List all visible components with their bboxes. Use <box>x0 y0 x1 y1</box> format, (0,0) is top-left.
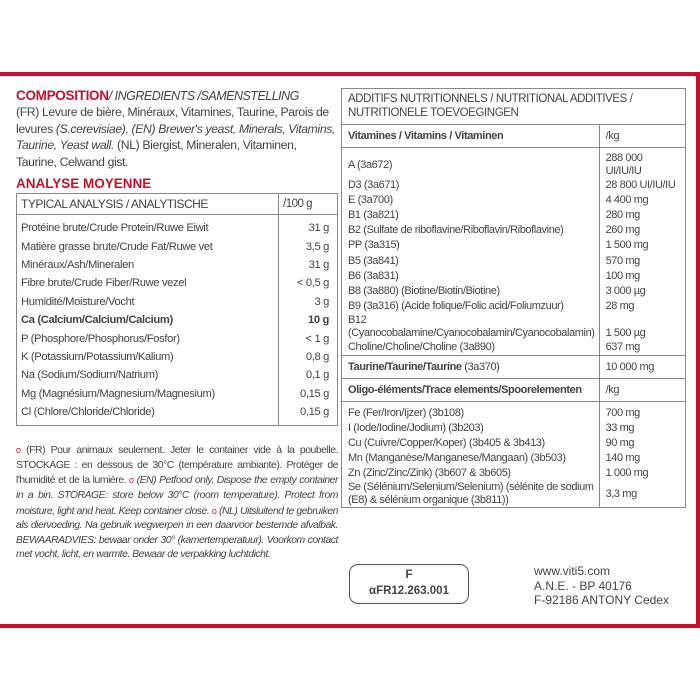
vitamin-row-label: D3 (3a671) <box>348 179 400 192</box>
vitamin-row <box>342 193 685 208</box>
vitamin-row-value: 100 mg <box>599 269 685 284</box>
analysis-label: Matière grasse brute/Crude Fat/Ruwe vet <box>17 237 279 255</box>
trace-row-label: Se (Sélénium/Selenium/Selenium) (sélénite de sodium (E8) & sélénium organique (3b811)) <box>348 481 594 507</box>
analysis-row <box>17 215 338 238</box>
vitamin-row-value: 280 mg <box>599 208 685 223</box>
trace-row-label: Zn (Zinc/Zinc/Zink) (3b607 & 3b605) <box>348 467 511 480</box>
vitamin-row-value: 637 mg <box>599 340 685 356</box>
analysis-value: 31 g <box>279 215 338 238</box>
analysis-value: 0,15 g <box>279 403 338 426</box>
trace-row-value: 1 000 mg <box>599 466 685 481</box>
trace-row <box>342 451 685 466</box>
vitamins-header-unit: /kg <box>599 125 685 148</box>
vitamin-row <box>342 269 685 284</box>
vitamin-row <box>342 284 685 299</box>
analysis-title: ANALYSE MOYENNE <box>16 176 152 191</box>
analysis-value: 31 g <box>279 256 338 274</box>
analysis-label: Protéine brute/Crude Protein/Ruwe Eiwit <box>17 215 279 238</box>
taurine-value: 10 000 mg <box>599 355 685 378</box>
vitamin-row-label: PP (3a315) <box>348 239 400 252</box>
additives-table <box>342 124 685 507</box>
trace-row-value: 700 mg <box>599 401 685 421</box>
analysis-value: 3 g <box>279 293 338 311</box>
trace-row <box>342 401 685 421</box>
trace-row-value: 3,3 mg <box>599 481 685 507</box>
vitamin-row <box>342 253 685 268</box>
analysis-header: TYPICAL ANALYSIS / ANALYTISCHE <box>17 194 279 215</box>
analysis-label: Ca (Calcium/Calcium/Calcium) <box>17 311 279 329</box>
vitamin-row <box>342 238 685 253</box>
left-column <box>16 88 338 563</box>
additives-body <box>342 125 685 508</box>
analysis-label: Minéraux/Ash/Mineralen <box>17 256 279 274</box>
vitamin-row-label: B9 (3a316) (Acide folique/Folic acid/Foliumzuur) <box>348 299 564 312</box>
vitamin-row <box>342 223 685 238</box>
trace-row <box>342 481 685 507</box>
trace-row <box>342 466 685 481</box>
vitamin-row-label: Choline/Choline/Choline (3a890) <box>348 340 495 353</box>
analysis-row <box>17 403 338 426</box>
analysis-row <box>17 311 338 329</box>
vitamins-header-label: Vitamines / Vitamins / Vitaminen <box>342 125 599 148</box>
vitamin-row-value: 28 mg <box>599 299 685 314</box>
analysis-row <box>17 256 338 274</box>
vitamin-row-value: 260 mg <box>599 223 685 238</box>
analysis-label: Fibre brute/Crude Fiber/Ruwe vezel <box>17 274 279 292</box>
analysis-row <box>17 366 338 384</box>
footer-block <box>341 564 686 612</box>
analysis-value: 10 g <box>279 311 338 329</box>
vitamin-row <box>342 148 685 179</box>
analysis-value: < 1 g <box>279 329 338 347</box>
additives-box <box>341 88 686 508</box>
vitamin-row <box>342 208 685 223</box>
vitamin-row <box>342 299 685 314</box>
vitamin-row <box>342 314 685 340</box>
vitamin-row-value: 3 000 µg <box>599 284 685 299</box>
vitamin-row-label: E (3a700) <box>348 194 393 207</box>
trace-row-value: 33 mg <box>599 421 685 436</box>
vitamin-row-label: B12 (Cyanocobalamine/Cyanocobalamin/Cyanocobalamin) <box>348 313 595 339</box>
analysis-body <box>17 215 338 426</box>
trace-row-value: 140 mg <box>599 451 685 466</box>
trace-row-label: Mn (Manganèse/Manganese/Mangaan) (3b503) <box>348 452 566 465</box>
analysis-value: < 0,5 g <box>279 274 338 292</box>
analysis-row <box>17 329 338 347</box>
analysis-unit: /100 g <box>279 194 338 215</box>
analysis-value: 3,5 g <box>279 237 338 255</box>
vitamin-row <box>342 340 685 356</box>
composition-title: COMPOSITION/ INGREDIENTS /SAMENSTELLING <box>16 88 299 103</box>
trace-header-label: Oligo-éléments/Trace elements/Spoorelementen <box>342 378 599 401</box>
trace-row-label: Cu (Cuivre/Copper/Koper) (3b405 & 3b413) <box>348 437 545 450</box>
analysis-label: Cl (Chlore/Chloride/Chloride) <box>17 403 279 426</box>
analysis-label: Mg (Magnésium/Magnesium/Magnesium) <box>17 385 279 403</box>
trace-header <box>342 378 685 401</box>
analysis-value: 0,15 g <box>279 385 338 403</box>
analysis-row <box>17 293 338 311</box>
vitamin-row-label: A (3a672) <box>348 158 393 171</box>
vitamin-row-label: B8 (3a880) (Biotine/Biotin/Biotine) <box>348 284 500 297</box>
manufacturer-address: www.viti5.com A.N.E. - BP 40176 F-92186 ANTONY Cedex <box>534 564 674 608</box>
trace-row-value: 90 mg <box>599 436 685 451</box>
taurine-row <box>342 355 685 378</box>
analysis-row <box>17 237 338 255</box>
trace-row-label: I (Iode/Iodine/Jodium) (3b203) <box>348 422 484 435</box>
trace-header-unit: /kg <box>599 378 685 401</box>
vitamin-row-value: 288 000 UI/IU/IU <box>599 148 685 179</box>
approval-stamp: F αFR12.263.001 <box>349 564 469 604</box>
trace-row-label: Fe (Fer/Iron/Ijzer) (3b108) <box>348 406 464 419</box>
vitamin-row-label: B2 (Sulfate de riboflavine/Riboflavin/Riboflavine) <box>348 224 564 237</box>
vitamins-header <box>342 125 685 148</box>
analysis-label: Humidité/Moisture/Vocht <box>17 293 279 311</box>
additives-title: ADDITIFS NUTRITIONNELS / NUTRITIONAL ADDITIVES / NUTRITIONELE TOEVOEGINGEN <box>348 93 633 119</box>
analysis-value: 0,8 g <box>279 348 338 366</box>
analysis-label: P (Phosphore/Phosphorus/Fosfor) <box>17 329 279 347</box>
analysis-value: 0,1 g <box>279 366 338 384</box>
analysis-row <box>17 385 338 403</box>
vitamin-row-label: B6 (3a831) <box>348 269 399 282</box>
vitamin-row-value: 1 500 µg <box>599 314 685 340</box>
trace-row <box>342 436 685 451</box>
composition-text: (FR) Levure de bière, Minéraux, Vitamines, Taurine, Parois de levures (S.cerevisiae). (EN) Brewer's yeast, Minerals, Vitamins, Taurine, Yeast wall. (NL) Biergist, Mineralen, Vitaminen, Taurine, Celwand gist. <box>16 105 336 169</box>
analysis-label: K (Potassium/Potassium/Kalium) <box>17 348 279 366</box>
vitamin-row-value: 1 500 mg <box>599 238 685 253</box>
storage-warning: o (FR) Pour animaux seulement. Jeter le container vide à la poubelle. STOCKAGE : en dessous de 30°C (température ambiante). Protéger de l'humidité et de la lumière. o (EN) Petfood only. Dispose the empty container in a bin. STORAGE: store below 30°C (room temperature). Protect from moisture, light and heat. Keep container close. o (NL) Uitsluitend te gebruiken als diervoeding. Na gebruik wegwerpen in een daarvoor bestemde afvalbak. BEWAARADVIES: bewaar onder 30° (kamertemperatuur). Voorkom contact met vocht, licht, en warmte. Bewaar de verpakking luchtdicht. <box>16 445 338 561</box>
analysis-row <box>17 274 338 292</box>
vitamin-row <box>342 178 685 193</box>
vitamin-row-label: B1 (3a821) <box>348 209 399 222</box>
analysis-row <box>17 348 338 366</box>
vitamin-row-value: 28 800 UI/IU/IU <box>599 178 685 193</box>
analysis-label: Na (Sodium/Sodium/Natrium) <box>17 366 279 384</box>
vitamin-row-value: 570 mg <box>599 253 685 268</box>
website-link[interactable]: www.viti5.com <box>534 564 611 578</box>
taurine-label: Taurine/Taurine/Taurine (3a370) <box>342 355 599 378</box>
vitamin-row-label: B5 (3a841) <box>348 254 399 267</box>
analysis-table <box>16 193 338 426</box>
right-column <box>341 88 686 508</box>
vitamin-row-value: 4 400 mg <box>599 193 685 208</box>
trace-row <box>342 421 685 436</box>
